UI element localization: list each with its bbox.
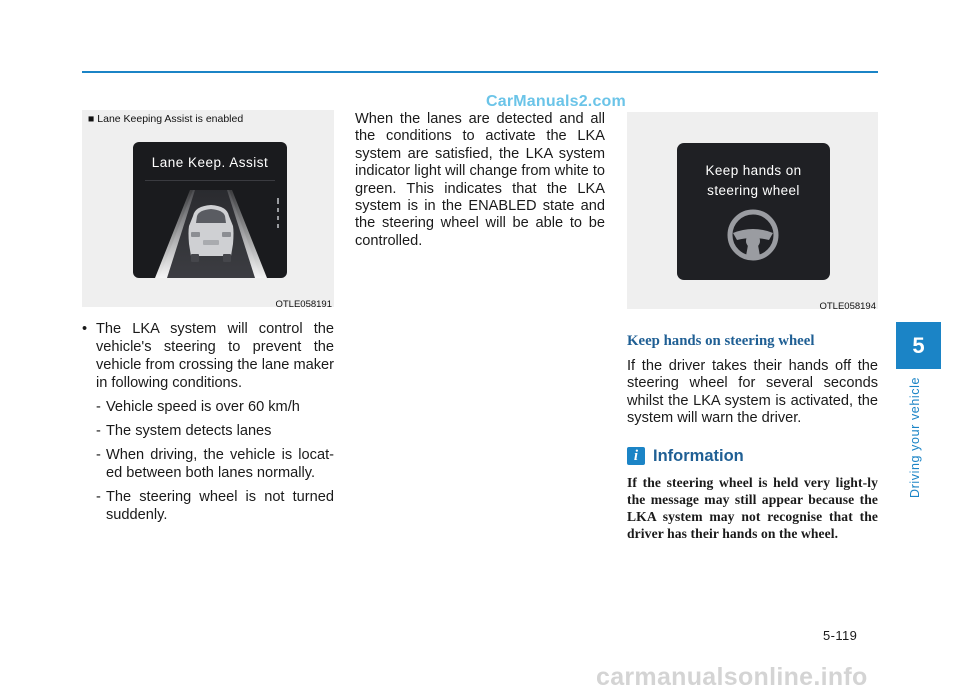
display-message-line1: Keep hands on: [705, 163, 802, 178]
car-rear-icon: [189, 205, 234, 262]
information-body: If the steering wheel is held very light-ly the message may still appear because the LKA system may not recognise that the driver has their hands on the wheel.: [627, 474, 878, 542]
page-number: 5-119: [823, 628, 858, 643]
watermark-top: CarManuals2.com: [486, 93, 626, 110]
bullet-item: [82, 320, 334, 392]
figure-lane-keep-assist: [82, 110, 334, 310]
chapter-side-label: [905, 376, 931, 508]
section-heading: Keep hands on steering wheel: [627, 333, 815, 349]
dash: -: [96, 447, 101, 463]
condition-text: Vehicle speed is over 60 km/h: [106, 399, 300, 415]
display-message-line2: steering wheel: [707, 183, 800, 198]
condition-text: The steering wheel is not turned suddenly.: [106, 489, 334, 523]
condition-item: [82, 488, 334, 524]
figure-caption: ■ Lane Keeping Assist is enabled: [88, 113, 244, 125]
display-title: Lane Keep. Assist: [151, 155, 269, 170]
lane-car-illustration: [133, 182, 287, 278]
watermark-bottom: carmanualsonline.info: [596, 663, 868, 689]
chapter-label-text: Driving your vehicle: [908, 376, 922, 498]
cluster-display-lka: [133, 142, 287, 278]
figure-code: OTLE058191: [275, 299, 332, 310]
bullet-dot: •: [82, 321, 88, 337]
cluster-display-warning: [677, 143, 830, 280]
lka-enabled-paragraph: When the lanes are detected and all the conditions to activate the LKA system are satisfied, the LKA system indicator light will change from white to green. This indicates that the LKA system is in the ENABLED state and the steering wheel will be able to be controlled.: [355, 111, 605, 249]
figure-keep-hands: [627, 112, 878, 312]
dash: -: [96, 423, 101, 439]
figure-code: OTLE058194: [819, 301, 876, 312]
condition-item: [82, 422, 334, 440]
bullet-text: The LKA system will control the vehicle's steering to prevent the vehicle from crossing the lane maker in following conditions.: [96, 321, 334, 391]
column-left: [82, 110, 334, 524]
level-indicator: [277, 198, 279, 228]
column-right: [627, 112, 878, 542]
top-rule: [82, 71, 878, 73]
lka-conditions: [82, 320, 334, 524]
information-icon: i: [627, 447, 645, 465]
condition-text: When driving, the vehicle is locat-ed between both lanes normally.: [106, 447, 334, 481]
condition-item: [82, 446, 334, 482]
display-divider: [145, 180, 275, 181]
condition-text: The system detects lanes: [106, 423, 272, 439]
section-paragraph: If the driver takes their hands off the steering wheel for several seconds whilst the LKA system is activated, the system will warn the driver.: [627, 358, 878, 427]
column-middle: [355, 111, 605, 250]
dash: -: [96, 489, 101, 505]
information-title: Information: [653, 446, 744, 465]
steering-wheel-icon: [677, 203, 830, 280]
chapter-tab: 5: [896, 322, 941, 369]
condition-item: [82, 398, 334, 416]
dash: -: [96, 399, 101, 415]
information-header: [627, 447, 878, 466]
display-message: [677, 143, 830, 201]
